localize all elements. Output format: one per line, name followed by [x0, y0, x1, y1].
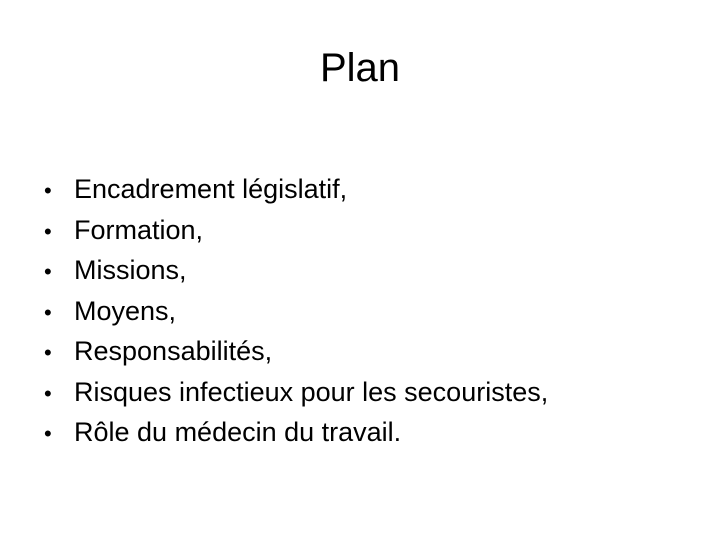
bullet-item: [44, 373, 548, 414]
bullet-text: Rôle du médecin du travail.: [74, 417, 402, 447]
bullet-text: Formation,: [74, 214, 204, 245]
bullet-dot-icon: •: [44, 299, 52, 325]
bullet-text: Moyens,: [74, 295, 177, 326]
bullet-dot-icon: •: [44, 218, 52, 244]
slide-title: Plan: [319, 46, 401, 90]
bullet-item: [44, 292, 548, 333]
bullet-text: Missions,: [74, 255, 187, 285]
bullet-text: Responsabilités,: [74, 336, 273, 366]
bullet-dot-icon: •: [44, 340, 52, 365]
bullet-list: [44, 170, 548, 454]
bullet-item: [44, 251, 548, 292]
bullet-text: Risques infectieux pour les secouristes,: [74, 376, 549, 407]
bullet-dot-icon: •: [44, 178, 52, 203]
bullet-dot-icon: •: [44, 380, 52, 406]
bullet-item: [44, 170, 548, 211]
bullet-dot-icon: •: [44, 259, 52, 284]
bullet-dot-icon: •: [44, 421, 52, 446]
bullet-item: [44, 332, 548, 373]
bullet-item: [44, 211, 548, 252]
bullet-item: [44, 413, 548, 454]
bullet-text: Encadrement législatif,: [74, 174, 348, 204]
